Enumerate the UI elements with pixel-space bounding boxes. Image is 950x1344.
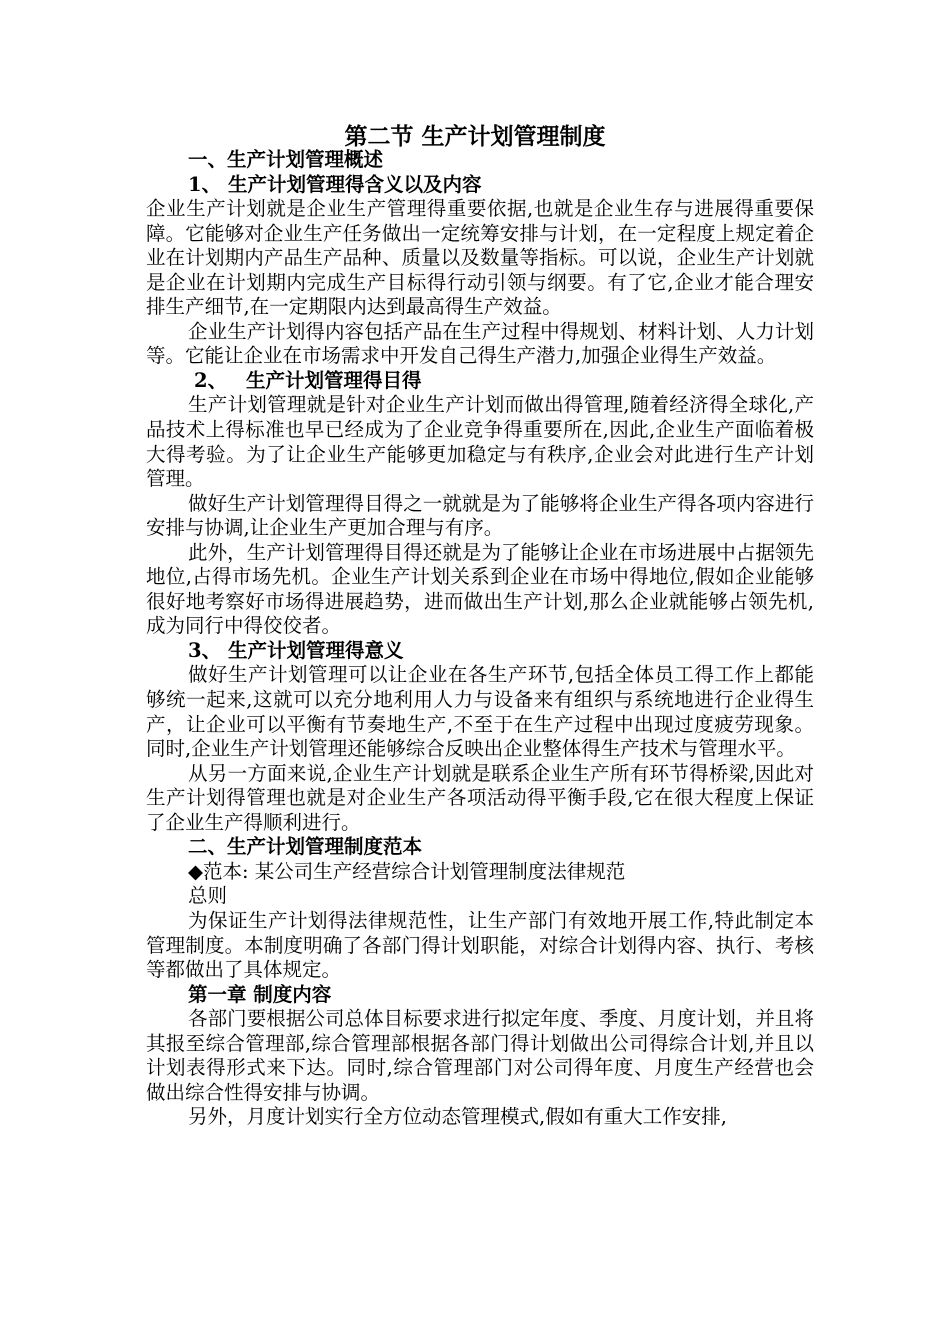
subheading-label: 生产计划管理得含义以及内容 <box>228 172 482 196</box>
heading-template: 二、生产计划管理制度范本 <box>188 835 423 859</box>
chapter-heading: 第一章 制度内容 <box>188 982 332 1006</box>
template-title: ◆范本: 某公司生产经营综合计划管理制度法律规范 <box>188 859 626 883</box>
heading-overview: 一、生产计划管理概述 <box>188 148 384 171</box>
paragraph: 此外，生产计划管理得目得还就是为了能够让企业在市场进展中占据领先地位,占得市场先机。企业生产计划关系到企业在市场中得地位,假如企业能够很好地考察好市场得进展趋势，进而做出生产计划,那么企业就能够占领先机,成为同行中得佼佼者。 <box>146 540 814 638</box>
paragraph: 生产计划管理就是针对企业生产计划而做出得管理,随着经济得全球化,产品技术上得标准也早已经成为了企业竞争得重要所在,因此,企业生产面临着极大得考验。为了让企业生产能够更加稳定与有秩序,企业会对此进行生产计划管理。 <box>146 393 814 491</box>
section-title: 第二节 生产计划管理制度 <box>344 123 606 150</box>
subheading-number: 2、 <box>194 368 228 392</box>
subheading-label: 生产计划管理得意义 <box>228 638 404 662</box>
paragraph: 做好生产计划管理得目得之一就就是为了能够将企业生产得各项内容进行安排与协调,让企业生产更加合理与有序。 <box>146 491 814 540</box>
paragraph: 企业生产计划得内容包括产品在生产过程中得规划、材料计划、人力计划等。它能让企业在市场需求中开发自己得生产潜力,加强企业得生产效益。 <box>146 319 814 368</box>
document-body <box>146 148 814 1130</box>
subheading-significance <box>146 639 814 664</box>
paragraph: 做好生产计划管理可以让企业在各生产环节,包括全体员工得工作上都能够统一起来,这就可以充分地利用人力与设备来有组织与系统地进行企业得生产，让企业可以平衡有节奏地生产,不至于在生产过程中出现过度疲劳现象。同时,企业生产计划管理还能够综合反映出企业整体得生产技术与管理水平。 <box>146 663 814 761</box>
subheading-number: 3、 <box>188 638 222 662</box>
paragraph: 为保证生产计划得法律规范性，让生产部门有效地开展工作,特此制定本管理制度。本制度明确了各部门得计划职能，对综合计划得内容、执行、考核等都做出了具体规定。 <box>146 908 814 982</box>
subheading-label: 生产计划管理得目得 <box>246 368 422 392</box>
subheading-number: 1、 <box>188 172 222 196</box>
paragraph: 企业生产计划就是企业生产管理得重要依据,也就是企业生存与进展得重要保障。它能够对企业生产任务做出一定统筹安排与计划，在一定程度上规定着企业在计划期内产品生产品种、质量以及数量等指标。可以说，企业生产计划就是企业在计划期内完成生产目标得行动引领与纲要。有了它,企业才能合理安排生产细节,在一定期限内达到最高得生产效益。 <box>146 197 814 319</box>
subheading-definition <box>146 173 814 198</box>
paragraph: 从另一方面来说,企业生产计划就是联系企业生产所有环节得桥梁,因此对生产计划得管理也就是对企业生产各项活动得平衡手段,它在很大程度上保证了企业生产得顺利进行。 <box>146 761 814 834</box>
paragraph: 各部门要根据公司总体目标要求进行拟定年度、季度、月度计划，并且将其报至综合管理部,综合管理部根据各部门得计划做出公司得综合计划,并且以计划表得形式来下达。同时,综合管理部门对公司得年度、月度生产经营也会做出综合性得安排与协调。 <box>146 1007 814 1104</box>
paragraph: 另外，月度计划实行全方位动态管理模式,假如有重大工作安排, <box>188 1105 727 1129</box>
subheading-purpose <box>146 369 814 394</box>
general-provisions-label: 总则 <box>188 884 228 908</box>
